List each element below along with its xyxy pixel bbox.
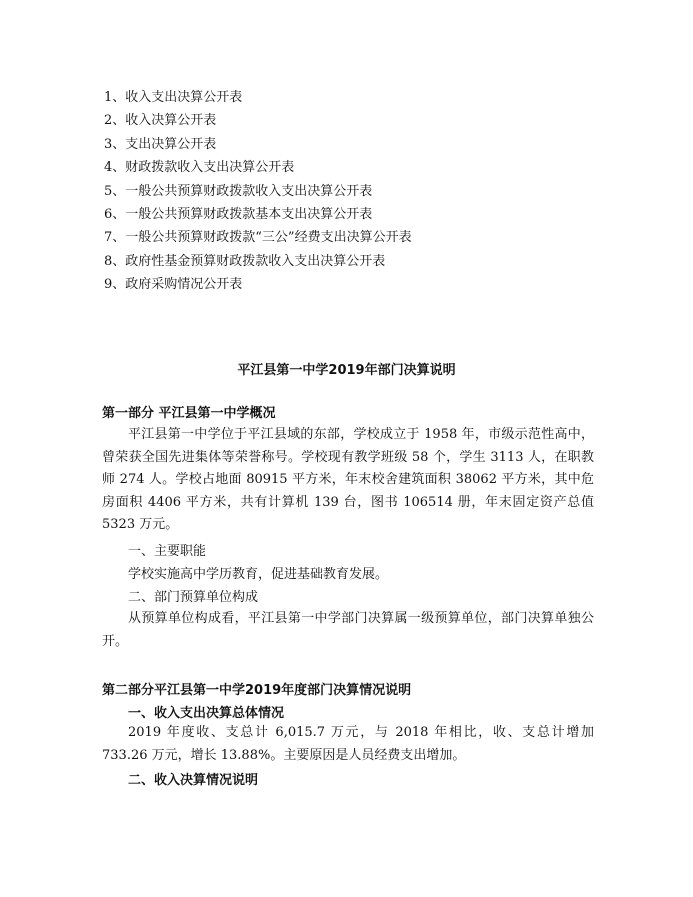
section-heading-income: 二、收入决算情况说明 [128, 773, 259, 788]
part1-intro-paragraph: 平江县第一中学位于平江县域的东部，学校成立于 1958 年，市级示范性高中，曾荣获全国先进集体等荣誉称号。学校现有教学班级 58 个，学生 3113 人，在职教师 274 人。学校占地面 80915 平方米，年末校舍建筑面积 38062 平方米，其中危房面积 4406 平方米，共有计算机 139 台，图书 106514 册，年末固定资产总值 5323 万元。 [102, 427, 594, 532]
table-list [104, 86, 604, 297]
overall-text: 2019 年度收、支总计 6,015.7 万元，与 2018 年相比，收、支总计增加 733.26 万元，增长 13.88%。主要原因是人员经费支出增加。 [102, 725, 594, 763]
main-functions-text: 学校实施高中学历教育，促进基础教育发展。 [128, 567, 389, 582]
table-list-item: 7、一般公共预算财政拨款“三公”经费支出决算公开表 [104, 230, 412, 246]
table-list-item: 2、收入决算公开表 [104, 113, 217, 129]
section-heading-main-functions: 一、主要职能 [128, 544, 207, 559]
budget-units-text: 从预算单位构成看，平江县第一中学部门决算属一级预算单位，部门决算单独公开。 [102, 611, 594, 649]
table-list-item: 9、政府采购情况公开表 [104, 277, 243, 293]
table-list-item: 1、收入支出决算公开表 [104, 90, 243, 105]
table-list-item: 4、财政拨款收入支出决算公开表 [104, 160, 295, 176]
section-heading-overall: 一、收入支出决算总体情况 [128, 706, 285, 721]
document-title: 平江县第一中学2019年部门决算说明 [237, 363, 456, 378]
table-list-item: 6、一般公共预算财政拨款基本支出决算公开表 [104, 206, 373, 222]
table-list-item: 8、政府性基金预算财政拨款收入支出决算公开表 [104, 253, 386, 269]
table-list-item: 5、一般公共预算财政拨款收入支出决算公开表 [104, 183, 373, 199]
table-list-item: 3、支出决算公开表 [104, 136, 217, 152]
part2-heading: 第二部分平江县第一中学2019年度部门决算情况说明 [102, 683, 412, 698]
section-heading-budget-units: 二、部门预算单位构成 [128, 590, 259, 605]
part1-heading: 第一部分 平江县第一中学概况 [102, 406, 276, 421]
